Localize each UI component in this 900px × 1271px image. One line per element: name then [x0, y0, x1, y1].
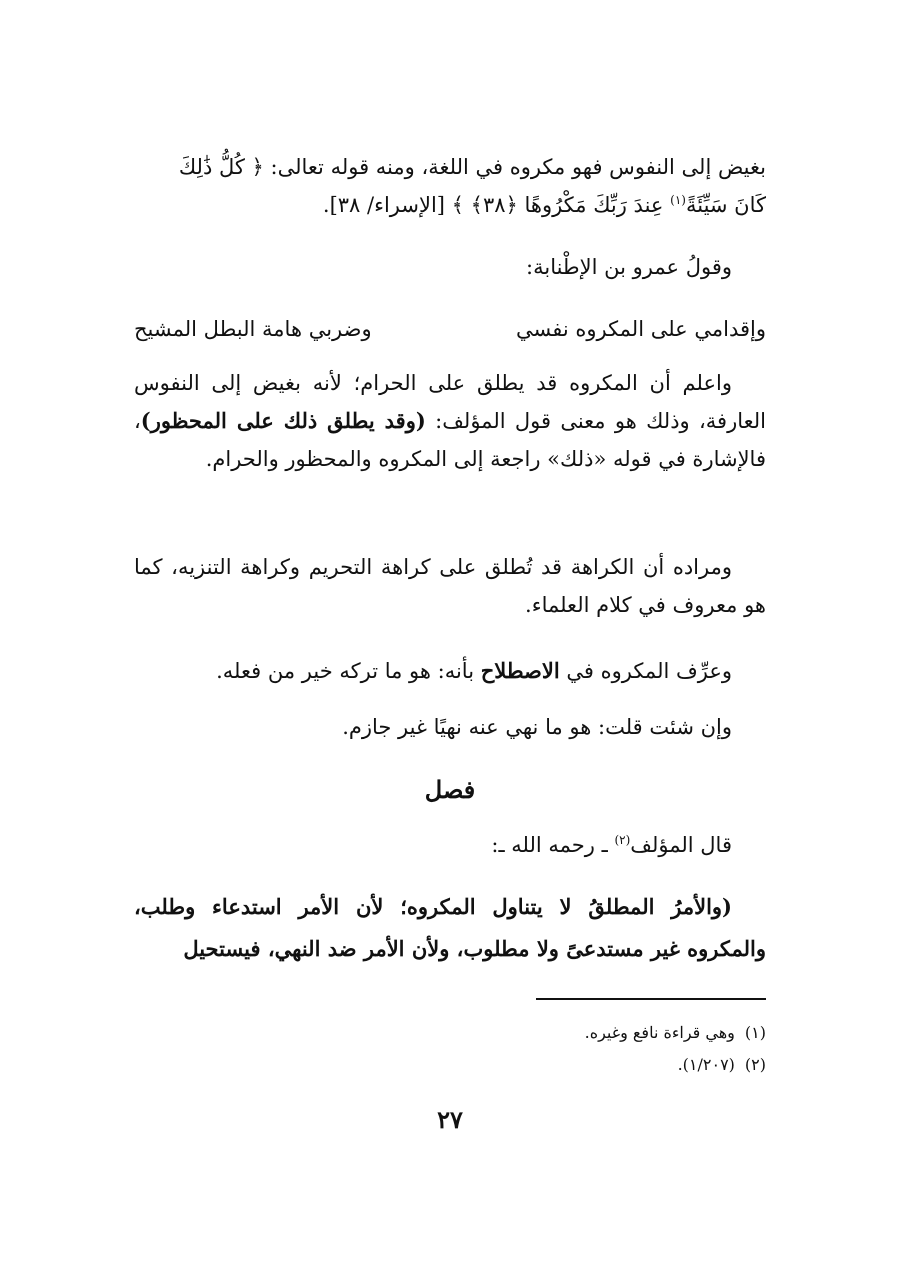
text-run: قال المؤلف — [630, 833, 732, 857]
text-run: وعرِّف المكروه في — [559, 659, 732, 683]
footnote-text: وهي قراءة نافع وغيره. — [584, 1023, 735, 1042]
paragraph-poet-intro: وقولُ عمرو بن الإطْنابة: — [526, 255, 732, 279]
paragraph-quoted-text: (والأمرُ المطلقُ لا يتناول المكروه؛ لأن الأمر استدعاء وطلب، والمكروه غير مستدعىً ولا مطلوب، ولأن الأمر ضد النهي، فيستحيل — [134, 894, 766, 961]
quoted-text-bold: (وقد يطلق ذلك على المحظور) — [140, 408, 426, 433]
paragraph-line: كَانَ سَيِّئَةً — [685, 193, 766, 217]
footnote-ref[interactable]: (١) — [670, 193, 686, 207]
page-number: ٢٧ — [437, 1105, 463, 1134]
text-run: بأنه: هو ما تركه خير من فعله. — [216, 659, 481, 683]
section-heading: فصل — [424, 775, 476, 804]
footnote-divider — [536, 998, 766, 1000]
text-run: ـ رحمه الله ـ: — [491, 833, 615, 857]
paragraph-alt-definition: وإن شئت قلت: هو ما نهي عنه نهيًا غير جازم. — [342, 715, 732, 739]
footnote-2 — [134, 1052, 766, 1078]
paragraph-makruh-haram — [134, 364, 766, 478]
term-bold: الاصطلاح — [480, 658, 560, 683]
paragraph-definition — [134, 652, 766, 690]
footnote-ref[interactable]: (٢) — [614, 833, 631, 847]
poem-verse — [134, 310, 766, 348]
paragraph-quran-citation — [134, 148, 766, 224]
paragraph-line: بغيض إلى النفوس فهو مكروه في اللغة، ومنه قوله تعالى: ﴿ كُلُّ ذَٰلِكَ — [178, 155, 766, 179]
paragraph-karaha: ومراده أن الكراهة قد تُطلق على كراهة التحريم وكراهة التنزيه، كما هو معروف في كلام العلماء. — [134, 555, 766, 617]
text-run: واعلم أن المكروه قد يطلق على الحرام؛ لأنه بغيض إلى النفوس العارفة، وذلك هو معنى قول المؤلف: — [134, 371, 767, 433]
poem-hemistich-left: وضربي هامة البطل المشيح — [134, 317, 372, 341]
paragraph-author-says — [134, 826, 766, 864]
footnote-number: (١) — [744, 1023, 766, 1042]
poem-hemistich-right: وإقدامي على المكروه نفسي — [515, 317, 766, 341]
text-run: ، فالإشارة في قوله «ذلك» راجعة إلى المكروه والمحظور والحرام. — [134, 409, 766, 471]
footnote-1 — [134, 1020, 766, 1046]
paragraph-line: عِندَ رَبِّكَ مَكْرُوهًا ﴿٣٨﴾ ﴾ [الإسراء/ ٣٨]. — [322, 193, 671, 217]
footnote-number: (٢) — [744, 1055, 766, 1074]
footnote-text: (١/٢٠٧). — [677, 1055, 735, 1074]
